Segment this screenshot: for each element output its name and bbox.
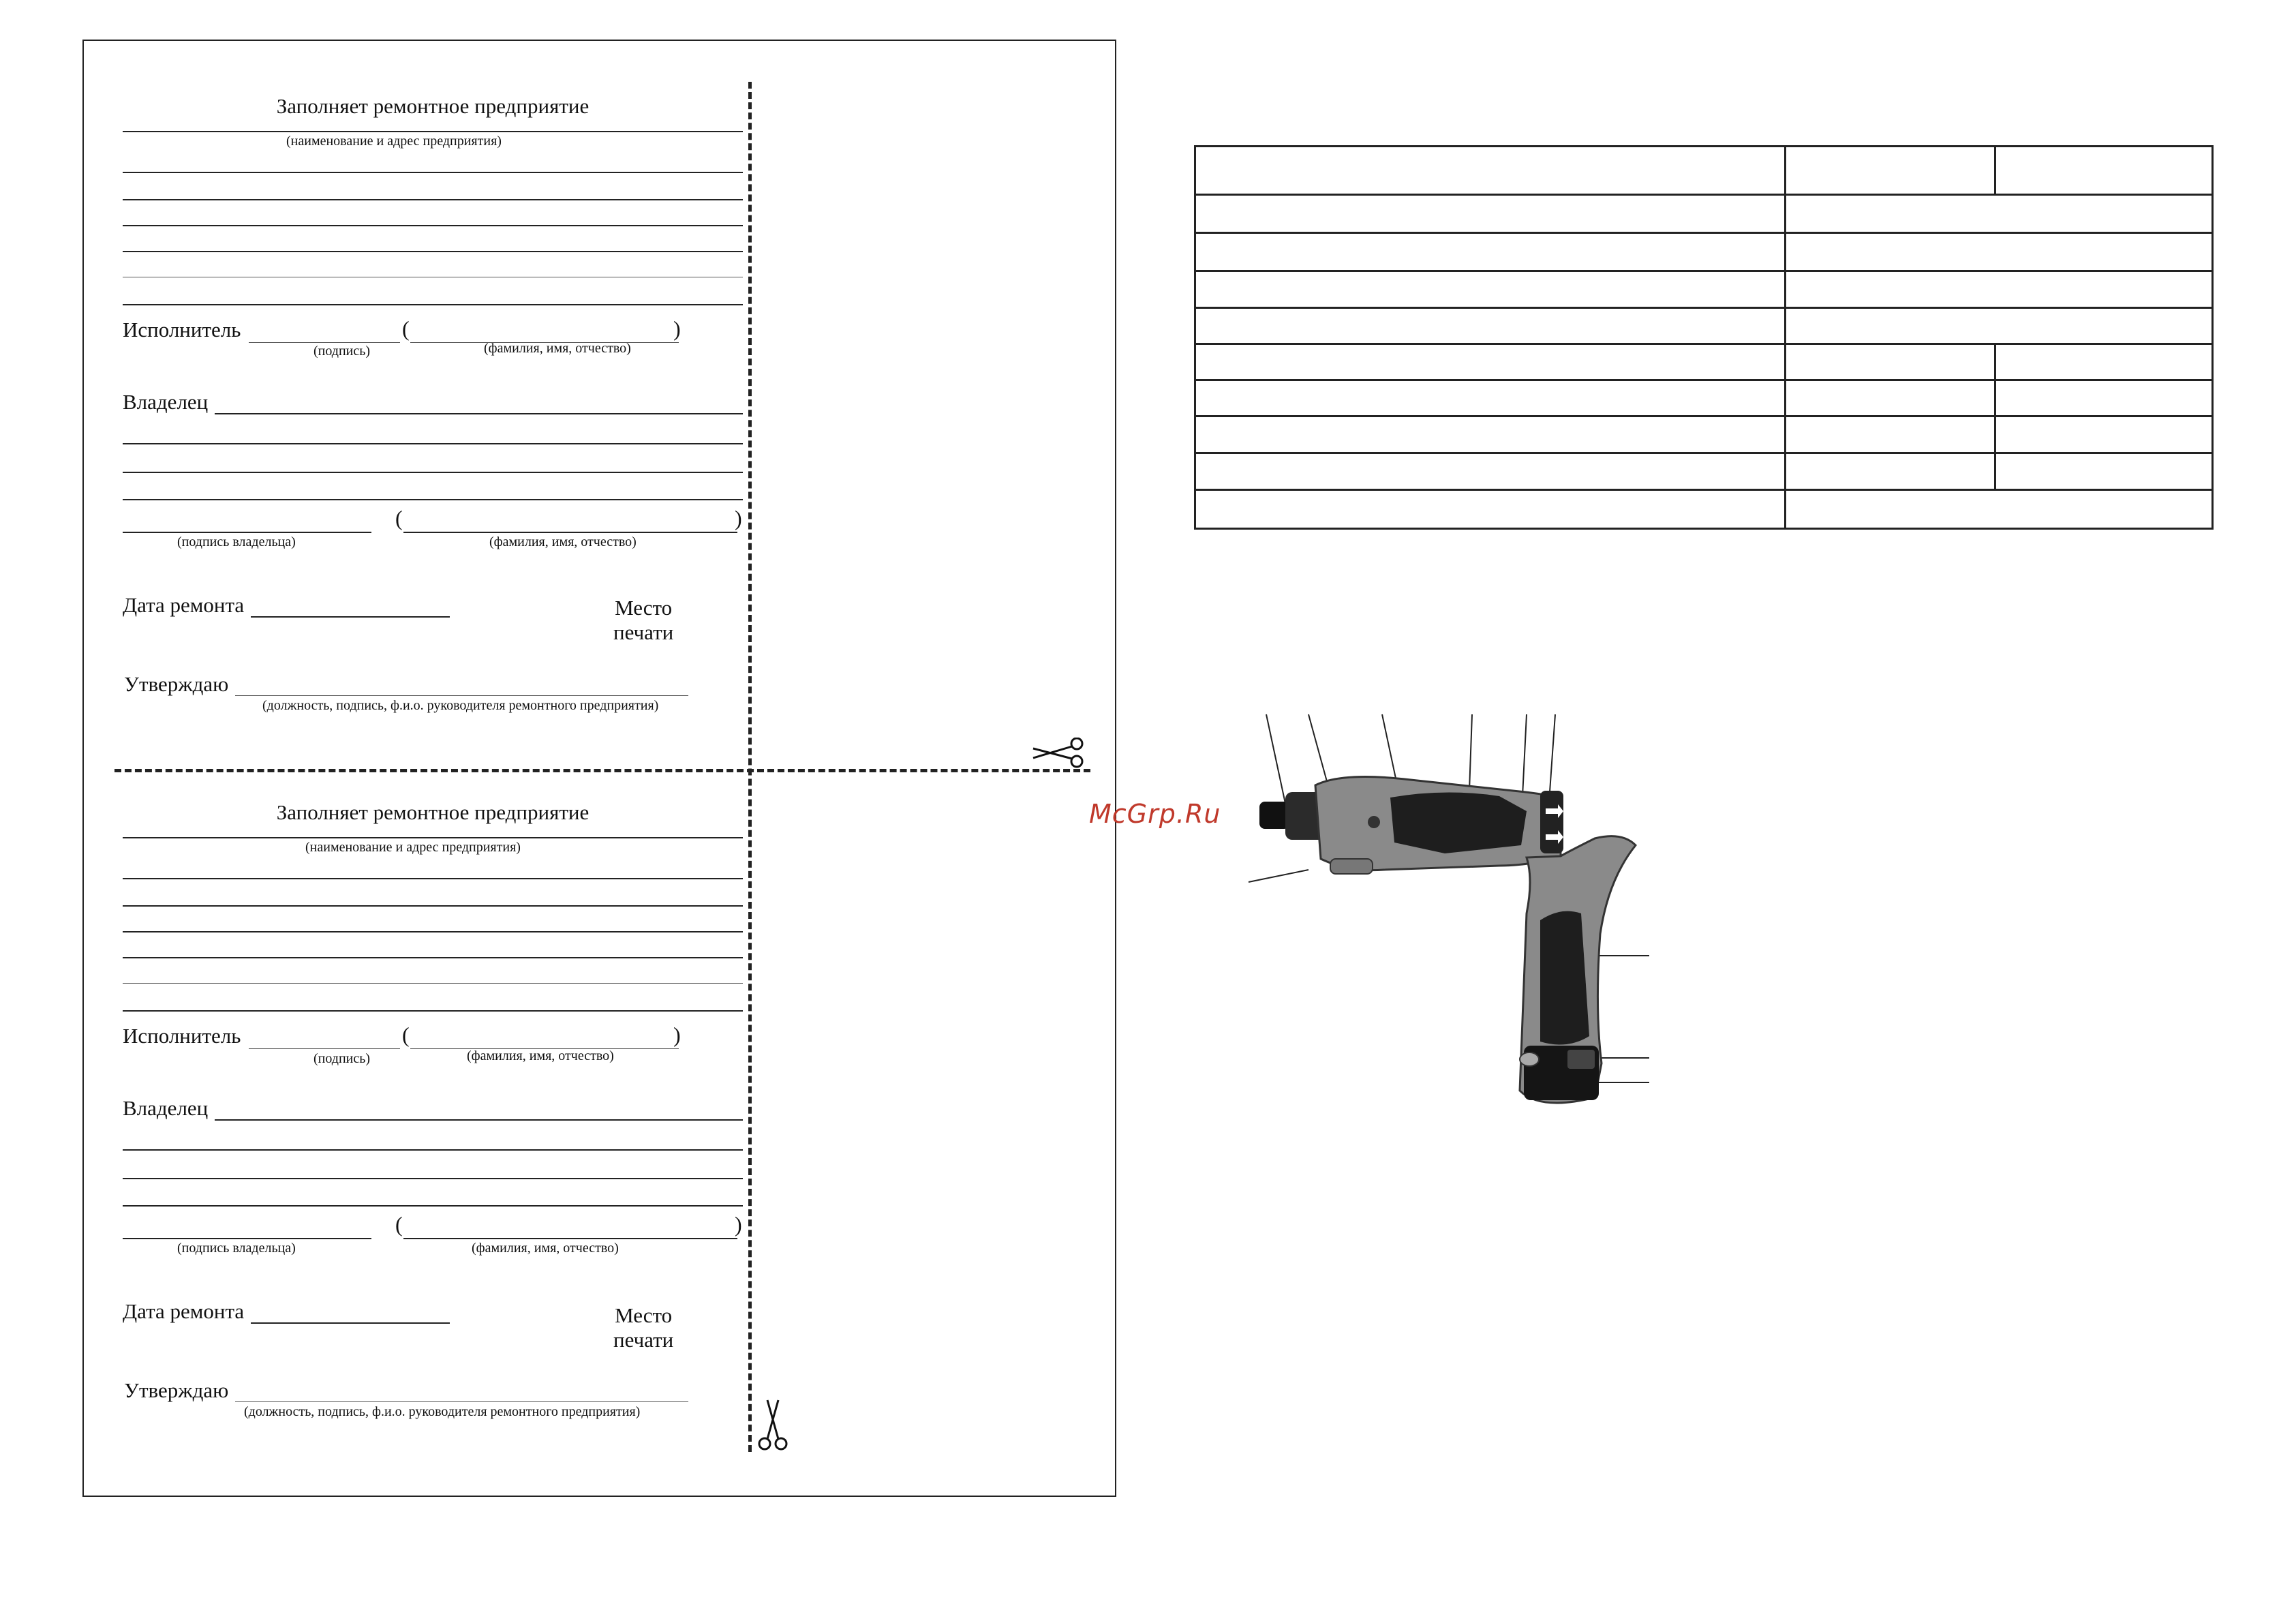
table-cell — [1195, 416, 1786, 453]
horizontal-cut-line — [114, 769, 1090, 772]
table-cell — [1195, 147, 1786, 195]
owner-line — [215, 413, 743, 414]
table-cell — [1195, 195, 1786, 233]
table-cell — [1786, 195, 2213, 233]
fio-hint: (фамилия, имя, отчество) — [467, 1048, 614, 1063]
paren-open: ( — [395, 1212, 403, 1237]
table-cell — [1786, 147, 1995, 195]
foot-lug — [1330, 859, 1373, 874]
owner-fio-line — [403, 532, 737, 533]
org-line — [123, 172, 743, 173]
owner-signature-line — [123, 1238, 371, 1239]
table-cell — [1995, 147, 2212, 195]
table-row — [1195, 453, 2213, 490]
org-line — [123, 878, 743, 879]
owner-line — [123, 499, 743, 500]
vertical-cut-line — [748, 82, 752, 1452]
repair-date-label: Дата ремонта — [123, 1299, 245, 1323]
handle-grip — [1540, 911, 1589, 1045]
table-cell — [1786, 416, 1995, 453]
repair-date-label: Дата ремонта — [123, 593, 245, 617]
owner-fio-hint: (фамилия, имя, отчество) — [489, 534, 637, 549]
approve-hint: (должность, подпись, ф.и.о. руководителя ремонтного предприятия) — [244, 1404, 641, 1419]
table-cell — [1786, 308, 2213, 344]
org-line — [123, 225, 743, 226]
table-cell — [1195, 233, 1786, 271]
org-hint: (наименование и адрес предприятия) — [305, 840, 521, 855]
paren-close: ) — [673, 1022, 681, 1047]
org-line — [123, 1010, 743, 1012]
table-cell — [1195, 308, 1786, 344]
org-hint: (наименование и адрес предприятия) — [286, 134, 502, 149]
cordless-screwdriver-illustration — [1240, 709, 1677, 1118]
table-cell — [1195, 453, 1786, 490]
owner-label: Владелец — [123, 1096, 209, 1120]
org-line — [123, 957, 743, 958]
stamp-line-2: печати — [613, 1328, 674, 1352]
owner-signature-line — [123, 532, 371, 533]
org-line — [123, 837, 743, 838]
owner-fio-hint: (фамилия, имя, отчество) — [472, 1241, 619, 1256]
repair-coupon-2 — [123, 796, 743, 1437]
paren-open: ( — [395, 506, 403, 530]
led-light — [1368, 816, 1380, 828]
paren-close: ) — [735, 506, 742, 530]
coupon-title: Заполняет ремонтное предприятие — [276, 800, 590, 824]
owner-signature-hint: (подпись владельца) — [177, 1241, 296, 1256]
lanyard-loop — [1520, 1052, 1539, 1066]
performer-label: Исполнитель — [123, 318, 241, 342]
specifications-table — [1194, 145, 2214, 530]
direction-switch — [1540, 791, 1563, 853]
table-cell — [1995, 344, 2212, 380]
table-row — [1195, 233, 2213, 271]
table-row — [1195, 416, 2213, 453]
table-cell — [1195, 344, 1786, 380]
table-cell — [1195, 271, 1786, 308]
approve-label: Утверждаю — [124, 672, 229, 696]
performer-signature-line — [249, 1048, 400, 1049]
repair-date-line — [251, 616, 450, 618]
owner-line — [215, 1119, 743, 1121]
performer-signature-line — [249, 342, 400, 343]
table-cell — [1995, 380, 2212, 416]
table-row — [1195, 308, 2213, 344]
approve-label: Утверждаю — [124, 1378, 229, 1402]
signature-hint: (подпись) — [313, 344, 371, 359]
approve-line — [235, 695, 688, 696]
org-line — [123, 983, 743, 984]
signature-hint: (подпись) — [313, 1051, 371, 1066]
org-line — [123, 931, 743, 932]
stamp-place — [613, 596, 673, 645]
housing-insert — [1390, 792, 1527, 853]
paren-close: ) — [735, 1212, 742, 1237]
owner-line — [123, 472, 743, 473]
table-cell — [1786, 380, 1995, 416]
owner-line — [123, 1205, 743, 1207]
fio-hint: (фамилия, имя, отчество) — [484, 341, 631, 356]
approve-line — [235, 1401, 688, 1402]
stamp-line-1: Место — [615, 1303, 673, 1327]
owner-signature-hint: (подпись владельца) — [177, 534, 296, 549]
table-row — [1195, 380, 2213, 416]
table-cell — [1786, 271, 2213, 308]
table-row — [1195, 271, 2213, 308]
scissors-icon — [1030, 738, 1085, 769]
table-row — [1195, 147, 2213, 195]
org-line — [123, 199, 743, 200]
table-cell — [1786, 490, 2213, 529]
org-line — [123, 251, 743, 252]
table-row — [1195, 490, 2213, 529]
paren-open: ( — [402, 1022, 410, 1047]
table-cell — [1995, 416, 2212, 453]
table-cell — [1995, 453, 2212, 490]
owner-line — [123, 443, 743, 444]
battery-latch — [1567, 1050, 1595, 1069]
performer-label: Исполнитель — [123, 1024, 241, 1048]
org-line — [123, 304, 743, 305]
owner-label: Владелец — [123, 390, 209, 414]
table-cell — [1195, 380, 1786, 416]
paren-open: ( — [402, 316, 410, 341]
org-line — [123, 131, 743, 132]
paren-close: ) — [673, 316, 681, 341]
table-cell — [1786, 344, 1995, 380]
org-line — [123, 905, 743, 907]
owner-line — [123, 1178, 743, 1179]
coupon-title: Заполняет ремонтное предприятие — [276, 94, 590, 118]
scissors-icon — [758, 1397, 789, 1452]
bit-holder — [1259, 802, 1289, 829]
repair-date-line — [251, 1322, 450, 1324]
table-cell — [1195, 490, 1786, 529]
owner-fio-line — [403, 1238, 737, 1239]
table-row — [1195, 195, 2213, 233]
table-cell — [1786, 453, 1995, 490]
stamp-line-2: печати — [613, 620, 674, 644]
approve-hint: (должность, подпись, ф.и.о. руководителя ремонтного предприятия) — [262, 698, 659, 713]
watermark: McGrp.Ru — [1089, 799, 1221, 829]
stamp-line-1: Место — [615, 596, 673, 620]
table-row — [1195, 344, 2213, 380]
repair-coupon-1 — [123, 89, 743, 729]
table-cell — [1786, 233, 2213, 271]
stamp-place — [613, 1303, 673, 1352]
owner-line — [123, 1149, 743, 1151]
